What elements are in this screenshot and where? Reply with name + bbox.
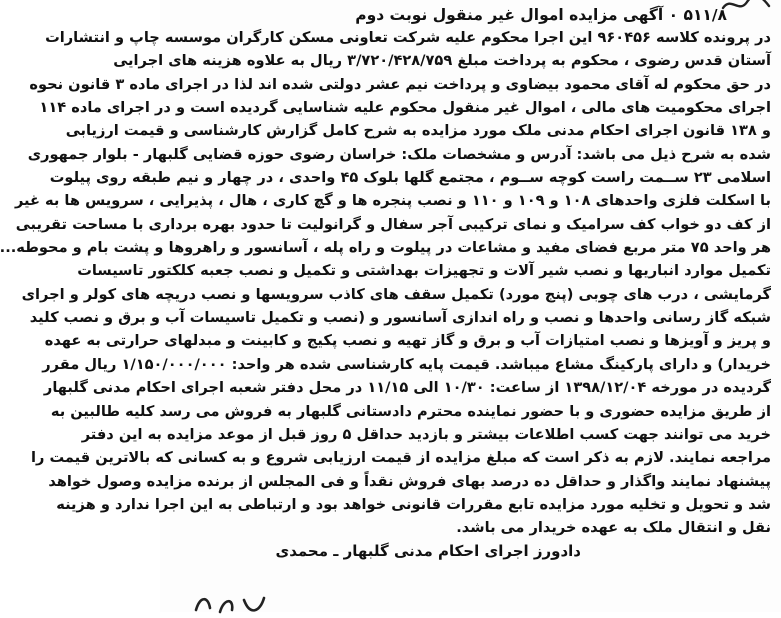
signature-line: دادورز اجرای احکام مدنی گلبهار ـ محمدی — [275, 541, 581, 560]
notice-line: پیشنهاد نمایند واگذار و حداقل ده درصد بهای فروش نقداً و فی المجلس از برنده مزایده وصول خواهد — [48, 472, 771, 490]
notice-line: و ۱۳۸ قانون اجرای احکام مدنی ملک مورد مزایده به شرح کامل گزارش کارشناسی و قیمت ارزیابی — [65, 122, 771, 140]
notice-body — [0, 26, 771, 540]
notice-line: شده به شرح ذیل می باشد: آدرس و مشخصات ملک: خراسان رضوی حوزه قضایی گلبهار - بلوار جمهوری — [27, 145, 771, 163]
notice-line: نقل و انتقال ملک به عهده خریدار می باشد. — [456, 519, 771, 537]
notice-line: خریدار) و دارای پارکینگ مشاع میباشد. قیمت پایه کارشناسی شده هر واحد: ۱/۱۵۰/۰۰۰/۰۰۰ ریال مقرر — [42, 355, 771, 373]
notice-line: از کف دو خواب کف سرامیک و نمای ترکیبی آجر سفال و گرانولیت تا حدود بهره برداری با مساحت تقریبی — [15, 215, 771, 233]
handwritten-mark-bottom-icon — [190, 592, 270, 618]
notice-title: ۵۱۱/۸ ۰ آگهی مزایده اموال غیر منقول نوبت دوم — [355, 6, 727, 24]
notice-line: در پرونده کلاسه ۹۶۰۴۵۶ این اجرا محکوم علیه شرکت تعاونی مسکن کارگران موسسه چاپ و انتشارات — [45, 29, 771, 46]
notice-line: خرید می توانند جهت کسب اطلاعات بیشتر و بازدید حداقل ۵ روز قبل از موعد مزایده به این دفتر — [81, 425, 771, 443]
notice-line: در حق محکوم له آقای محمود بیضاوی و پرداخت نیم عشر دولتی شده اند لذا در اجرای ماده ۳ قانون نحوه — [29, 75, 771, 93]
notice-line: شبکه گاز رسانی واحدها و نصب و راه اندازی آسانسور و (نصب و تکمیل تاسیسات آب و برق و نصب کلید — [29, 309, 771, 327]
notice-line: از طریق مزایده حضوری و با حضور نماینده محترم دادستانی گلبهار به فروش می رسد کلیه طالبین به — [50, 402, 771, 420]
notice-line: آستان قدس رضوی ، محکوم به پرداخت مبلغ ۳/۷۲۰/۴۲۸/۷۵۹ ریال به علاوه هزینه های اجرایی — [113, 52, 771, 70]
notice-line: اجرای محکومیت های مالی ، اموال غیر منقول محکوم علیه شناسایی گردیده است و در اجرای ماده ۱۱۴ — [39, 99, 771, 117]
notice-line: با اسکلت فلزی واحدهای ۱۰۸ و ۱۰۹ و ۱۱۰ و نصب پنجره ها و گچ کاری ، هال ، پذیرایی ، سرویس ها به غیر — [14, 192, 771, 210]
notice-line: هر واحد ۷۵ متر مربع فضای مفید و مشاعات در پیلوت و راه پله ، آسانسور و راهروها و پشت بام و محوطه... — [0, 239, 771, 257]
notice-line: تکمیل موارد انباریها و نصب شیر آلات و تجهیزات بهداشتی و تکمیل و نصب جعبه کلکتور تاسیسات — [77, 262, 771, 280]
notice-line: شد و تحویل و تخلیه مورد مزایده تابع مقررات قانونی خواهد بود و ارتباطی به این اجرا ندارد و هزینه — [56, 495, 771, 513]
notice-line: گرمایشی ، درب های چوبی (پنج مورد) تکمیل سقف های کاذب سرویسها و نصب دریچه های کولر و اجرای — [21, 285, 771, 303]
notice-line: گردیده در مورخه ۱۳۹۸/۱۲/۰۴ از ساعت: ۱۰/۳۰ الی ۱۱/۱۵ در محل دفتر شعبه اجرای احکام مدنی گلبهار — [43, 379, 771, 397]
notice-line: و پریز و آویزها و نصب امتیازات آب و برق و گاز تهیه و نصب پکیج و کابینت و مبدلهای حرارتی به عهده — [44, 332, 771, 350]
handwritten-mark-top-icon — [719, 0, 773, 16]
notice-line: مراجعه نمایند. لازم به ذکر است که مبلغ مزایده از قیمت ارزیابی شروع و به کسانی که بالاترین قیمت را — [30, 449, 771, 467]
notice-line: اسلامی ۲۳ ســمت راست کوچه ســوم ، مجتمع گلها بلوک ۴۵ واحدی ، در چهار و نیم طبقه روی پیلوت — [49, 169, 771, 187]
